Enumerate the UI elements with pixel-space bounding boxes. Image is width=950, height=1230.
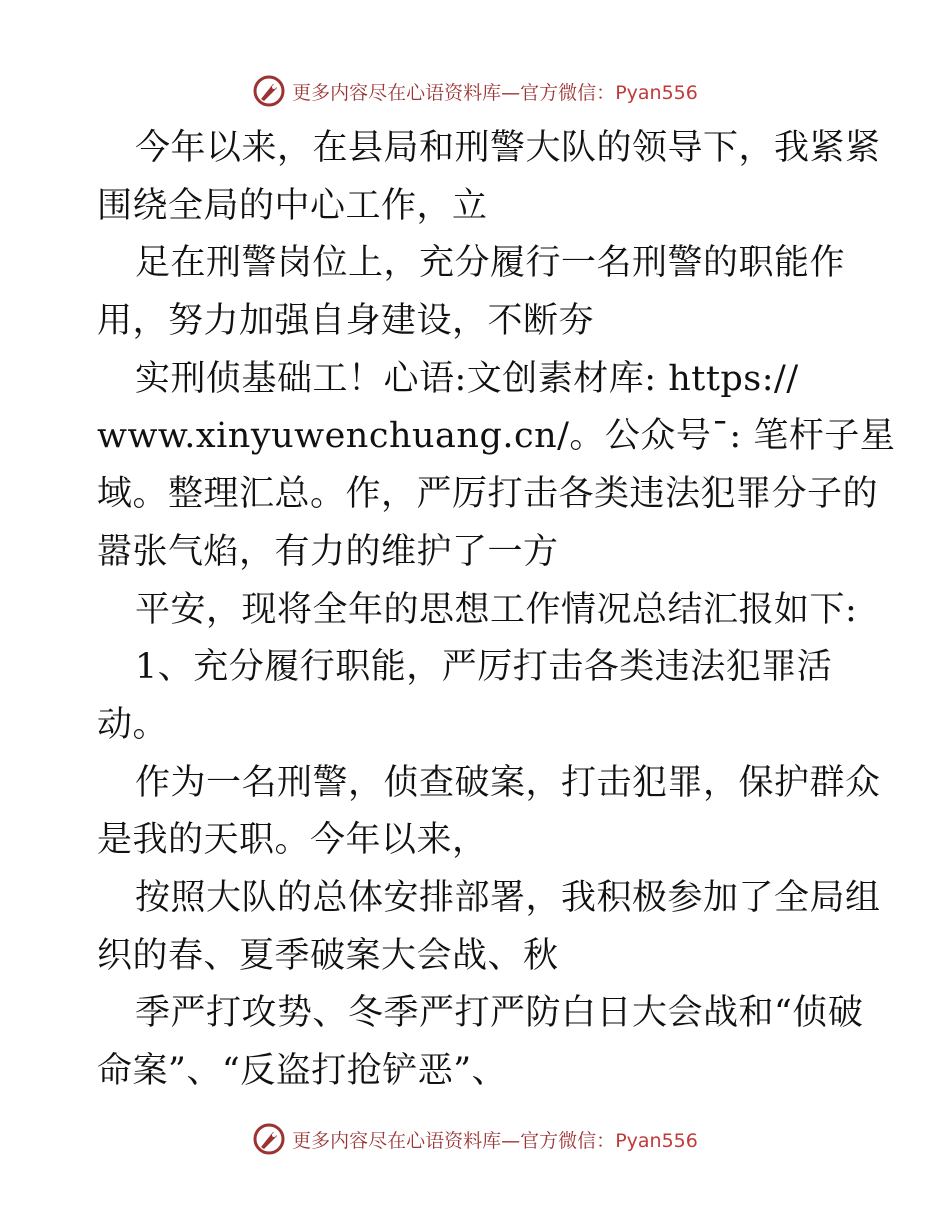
footer-banner-main: 更多内容尽在心语资料库 <box>292 1129 502 1152</box>
body-line: 围绕全局的中心工作，立 <box>97 185 488 226</box>
body-line: 实刑侦基础工！心语:文创素材库: https:// <box>135 358 799 399</box>
body-line: 是我的天职。今年以来， <box>97 820 488 861</box>
pen-nib-logo-icon <box>252 74 286 108</box>
page-header-banner <box>0 72 950 110</box>
page-footer-banner <box>0 1120 950 1158</box>
body-line: 动。 <box>97 704 169 745</box>
header-banner-text <box>292 78 698 105</box>
header-banner-label: 官方微信： <box>520 81 616 104</box>
body-line: www.xinyuwenchuang.cn/。公众号¯: 笔杆子星 <box>97 416 896 457</box>
footer-banner-label: 官方微信： <box>520 1129 616 1152</box>
body-line: 嚣张气焰，有力的维护了一方 <box>97 531 559 572</box>
header-banner-account: Pyan556 <box>615 81 698 104</box>
document-body <box>97 120 896 1101</box>
pen-nib-logo-icon <box>252 1122 286 1156</box>
body-line: 足在刑警岗位上，充分履行一名刑警的职能作 <box>135 243 846 284</box>
body-line: 今年以来，在县局和刑警大队的领导下，我紧紧 <box>135 128 881 168</box>
body-line: 命案”、“反盗打抢铲恶”、 <box>97 1051 508 1091</box>
body-line: 作为一名刑警，侦查破案，打击犯罪，保护群众 <box>135 762 881 803</box>
header-banner-main: 更多内容尽在心语资料库 <box>292 81 502 104</box>
footer-banner-dash: — <box>501 1129 521 1152</box>
header-banner-dash: — <box>501 81 521 104</box>
body-line: 1、充分履行职能，严厉打击各类违法犯罪活 <box>135 647 833 688</box>
body-line: 织的春、夏季破案大会战、秋 <box>97 935 559 976</box>
body-line: 按照大队的总体安排部署，我积极参加了全局组 <box>135 877 881 918</box>
body-line: 域。整理汇总。作，严厉打击各类违法犯罪分子的 <box>97 474 879 515</box>
body-line: 平安，现将全年的思想工作情况总结汇报如下: <box>135 589 858 630</box>
footer-banner-account: Pyan556 <box>615 1129 698 1152</box>
footer-banner-text <box>292 1126 698 1153</box>
body-line: 用，努力加强自身建设，不断夯 <box>97 301 595 342</box>
body-line: 季严打攻势、冬季严打严防白日大会战和“侦破 <box>135 993 864 1034</box>
